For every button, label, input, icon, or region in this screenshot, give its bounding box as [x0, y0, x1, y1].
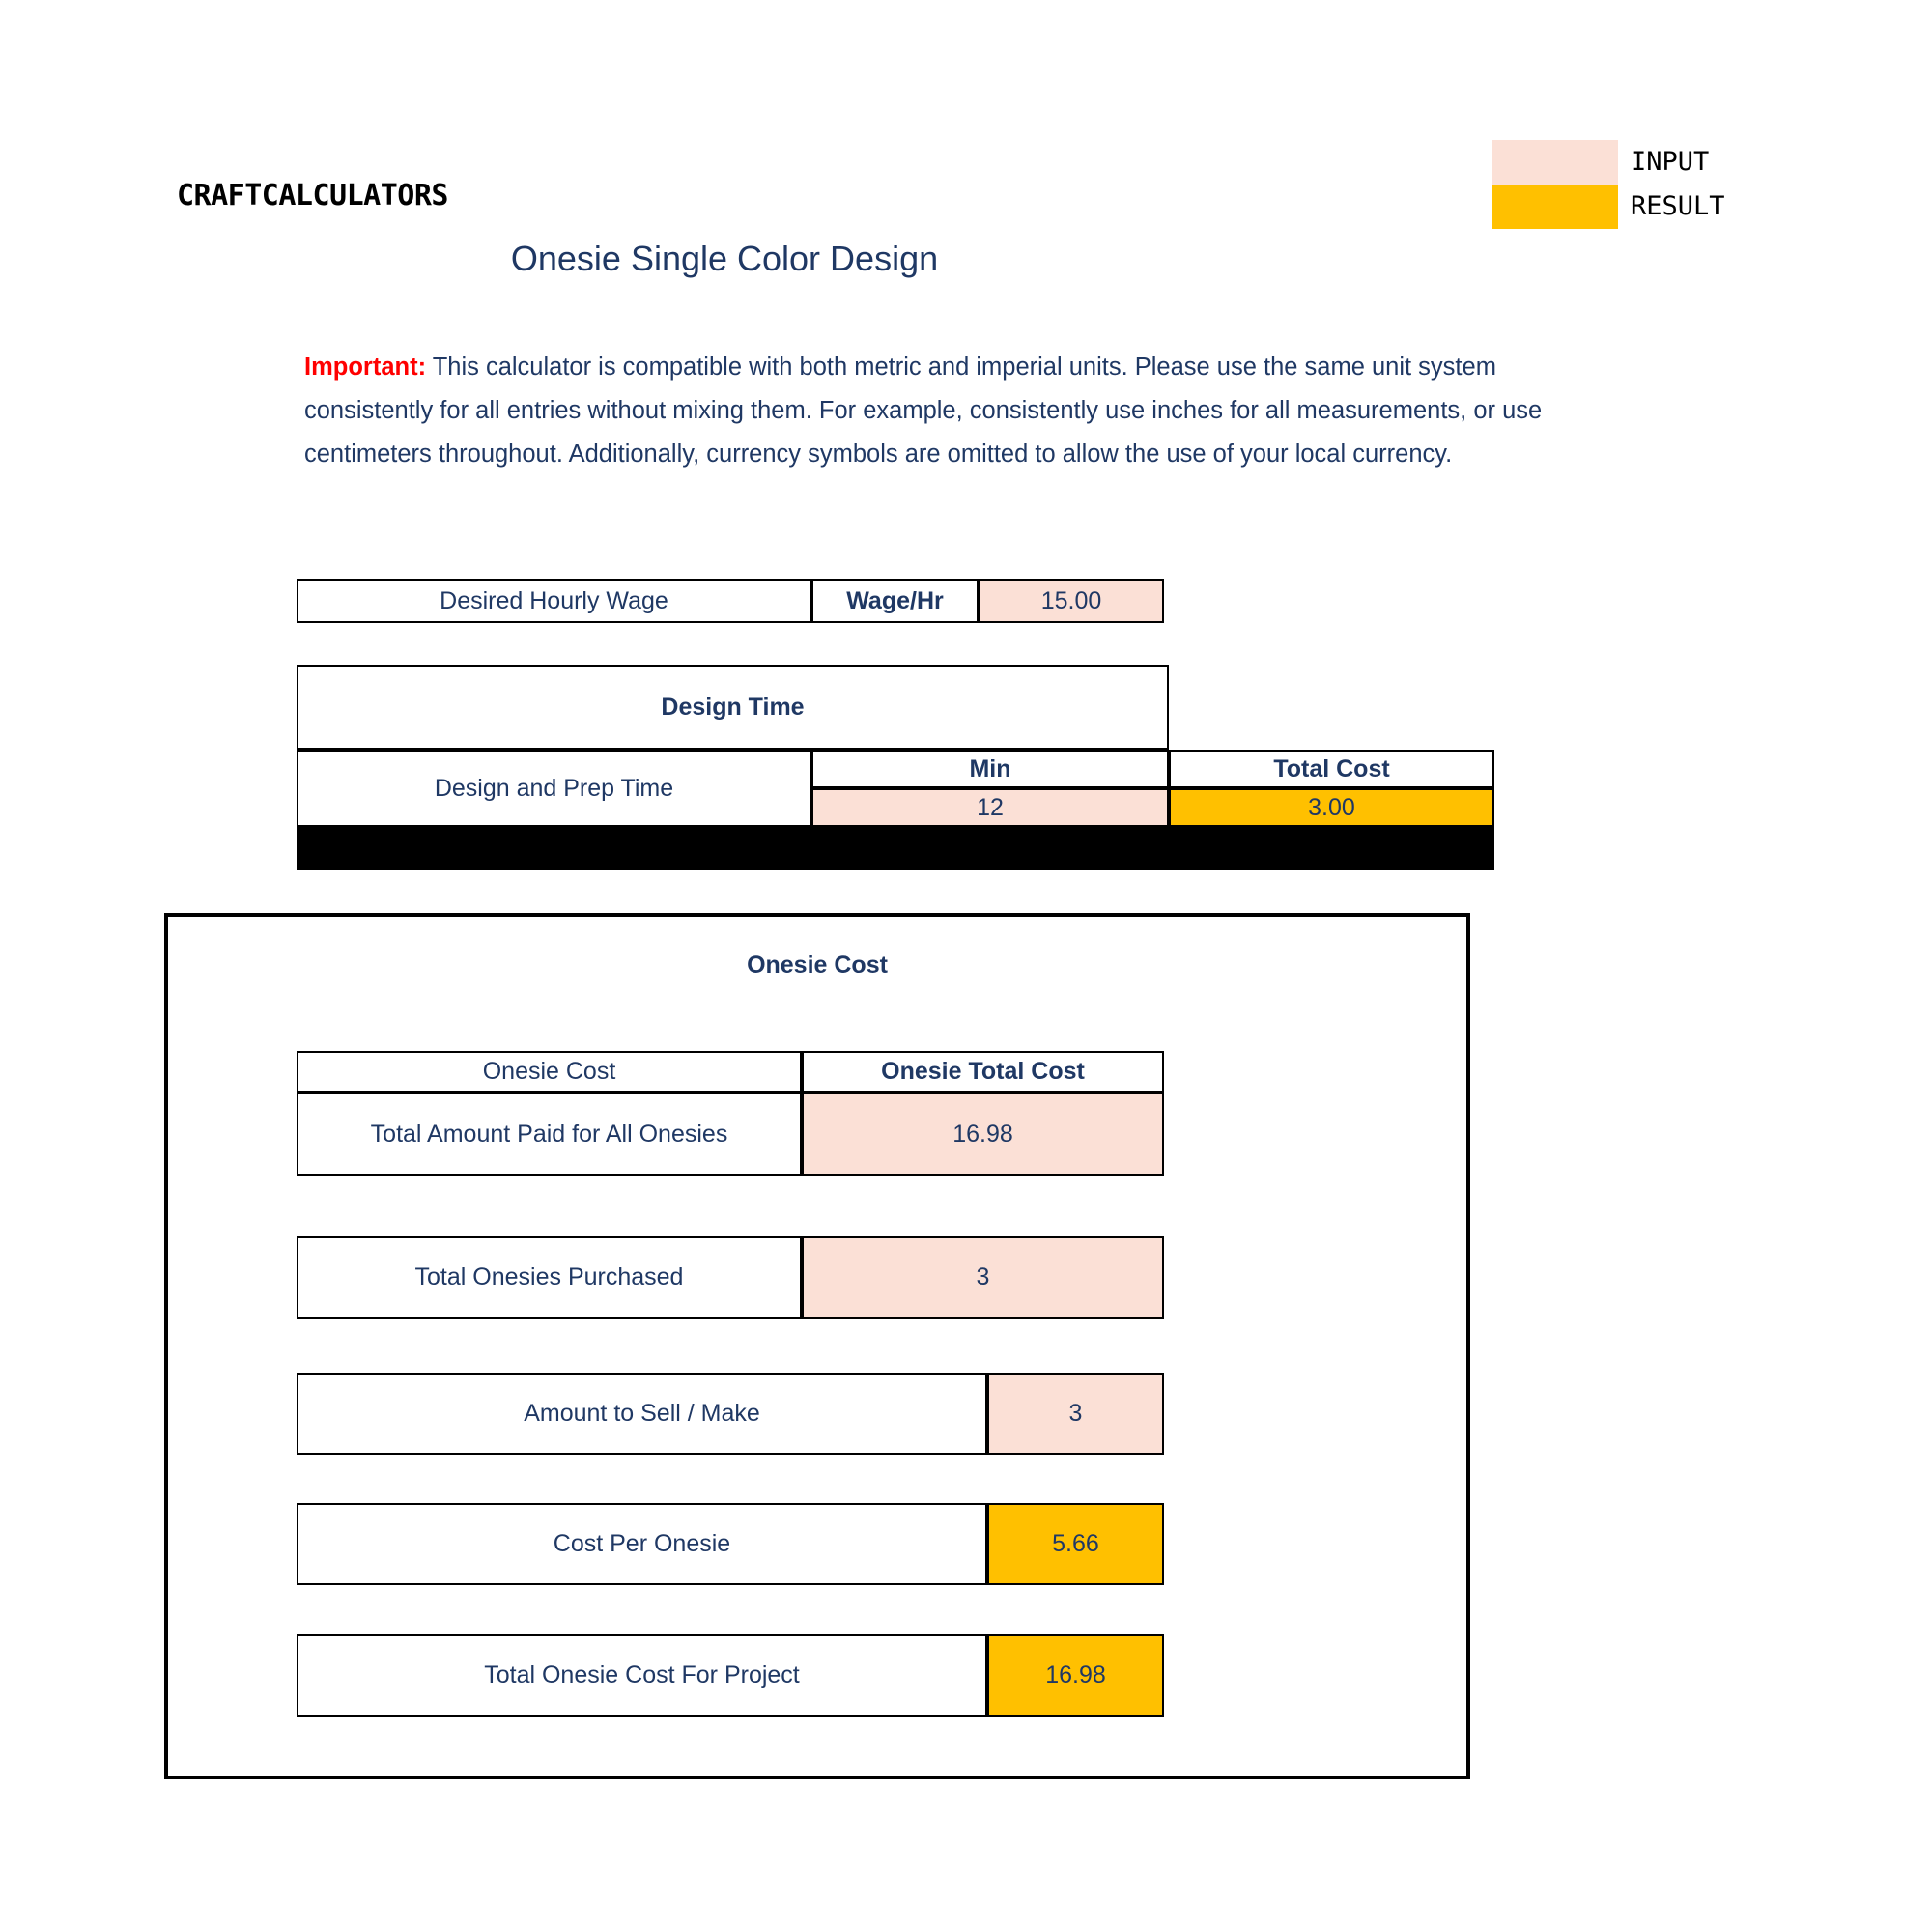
- page-title: Onesie Single Color Design: [510, 239, 939, 278]
- design-time-section-header: [297, 665, 1169, 750]
- cost-per-onesie-value-cell: [987, 1503, 1164, 1585]
- total-onesies-purchased-value-cell[interactable]: [802, 1236, 1164, 1319]
- wage-label: Desired Hourly Wage: [440, 586, 668, 614]
- total-amount-paid-label: Total Amount Paid for All Onesies: [370, 1120, 728, 1148]
- wage-value-cell[interactable]: [979, 579, 1164, 623]
- cost-per-onesie-label: Cost Per Onesie: [553, 1530, 731, 1558]
- cost-per-onesie-value: 5.66: [1052, 1530, 1099, 1558]
- legend-item-result: [1492, 185, 1773, 229]
- legend-label-input: INPUT: [1631, 147, 1710, 177]
- total-onesies-purchased-label: Total Onesies Purchased: [414, 1264, 684, 1292]
- important-notice-text: This calculator is compatible with both metric and imperial units. Please use the same unit system consistently for all entries without mixing them. For example, consistently use inches for all measurements, or use centimeters throughout. Additionally, currency symbols are omitted to allow the use of your local currency.: [304, 354, 1543, 468]
- total-onesie-cost-project-value: 16.98: [1045, 1662, 1106, 1690]
- design-time-section-title: Design Time: [661, 693, 805, 721]
- amount-to-sell-make-value-cell[interactable]: [987, 1373, 1164, 1455]
- wage-value: 15.00: [1040, 586, 1102, 614]
- brand-logo: CRAFTCALCULATORS: [177, 179, 448, 213]
- legend-label-result: RESULT: [1631, 191, 1725, 221]
- total-amount-paid-value: 16.98: [952, 1120, 1013, 1148]
- important-notice-label: Important:: [304, 354, 427, 381]
- design-time-total-cost-header-cell: [1169, 750, 1494, 788]
- wage-unit-header: Wage/Hr: [846, 586, 944, 614]
- total-onesie-cost-project-value-cell: [987, 1634, 1164, 1717]
- onesie-cost-col-header-2-label: Onesie Total Cost: [881, 1058, 1085, 1086]
- onesie-cost-section-title: Onesie Cost: [747, 952, 888, 979]
- color-swatch-icon-input: [1492, 140, 1618, 185]
- amount-to-sell-make-label: Amount to Sell / Make: [524, 1400, 760, 1428]
- total-onesies-purchased-value: 3: [976, 1264, 990, 1292]
- design-time-total-cost-header: Total Cost: [1273, 754, 1390, 782]
- onesie-cost-col-header-1-label: Onesie Cost: [482, 1058, 616, 1086]
- onesie-cost-col-header-2: [802, 1051, 1164, 1093]
- design-prep-time-label-cell: [297, 750, 811, 827]
- total-amount-paid-value-cell[interactable]: [802, 1093, 1164, 1176]
- section-divider-bar: [297, 827, 1494, 870]
- color-swatch-icon-result: [1492, 185, 1618, 229]
- color-legend: [1492, 140, 1773, 229]
- design-time-min-header-cell: [811, 750, 1169, 788]
- total-onesie-cost-project-label: Total Onesie Cost For Project: [484, 1662, 800, 1690]
- important-notice: [304, 346, 1628, 476]
- amount-to-sell-make-value: 3: [1068, 1400, 1083, 1428]
- design-time-total-cost-value-cell: [1169, 788, 1494, 827]
- design-time-min-value-cell[interactable]: [811, 788, 1169, 827]
- wage-label-cell: [297, 579, 811, 623]
- total-onesie-cost-project-label-cell: [297, 1634, 987, 1717]
- design-prep-time-label: Design and Prep Time: [434, 774, 674, 802]
- total-amount-paid-label-cell: [297, 1093, 802, 1176]
- design-time-min-value: 12: [977, 793, 1004, 821]
- total-onesies-purchased-label-cell: [297, 1236, 802, 1319]
- onesie-cost-col-header-1: [297, 1051, 802, 1093]
- wage-unit-header-cell: [811, 579, 979, 623]
- design-time-min-header: Min: [969, 754, 1011, 782]
- cost-per-onesie-label-cell: [297, 1503, 987, 1585]
- amount-to-sell-make-label-cell: [297, 1373, 987, 1455]
- design-time-total-cost-value: 3.00: [1308, 793, 1355, 821]
- legend-item-input: [1492, 140, 1773, 185]
